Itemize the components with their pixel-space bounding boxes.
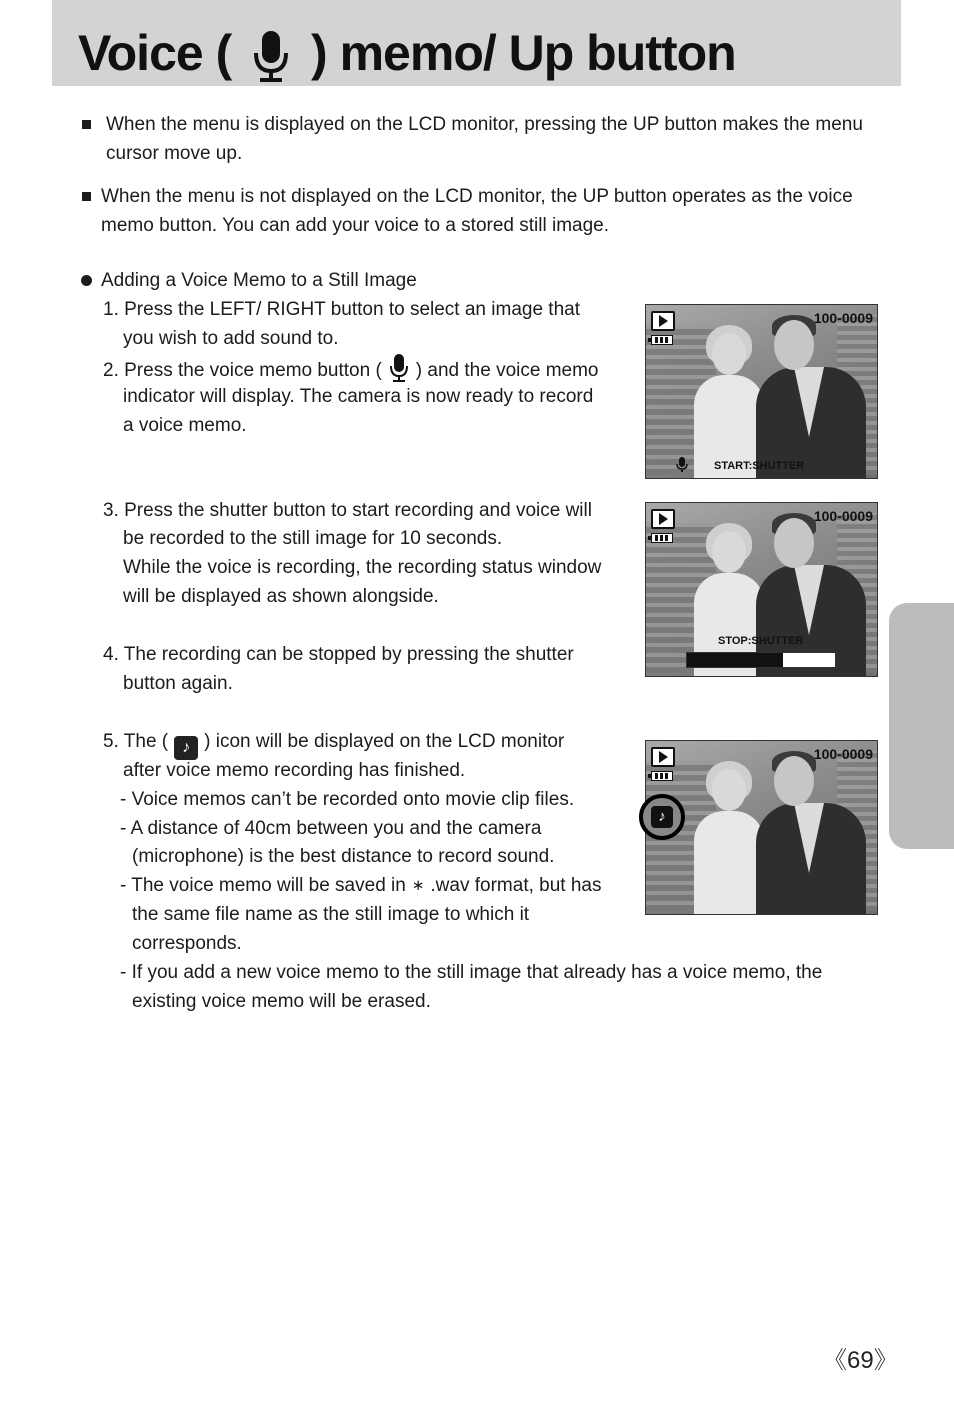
battery-icon (651, 533, 673, 543)
step1-line2: you wish to add sound to. (123, 328, 339, 349)
file-number: 100-0009 (813, 746, 873, 762)
voice-memo-circle (639, 794, 685, 840)
step4-line2: button again. (123, 673, 233, 694)
voice-memo-note-icon: ♪ (651, 806, 673, 828)
step2-line3: a voice memo. (123, 415, 247, 436)
step5-text-b: ) icon will be displayed on the LCD monitor (204, 731, 565, 752)
file-number: 100-0009 (813, 310, 873, 326)
step3-line4: will be displayed as shown alongside. (123, 586, 439, 607)
note3-text-b: .wav format, but has (430, 875, 602, 896)
battery-icon (651, 335, 673, 345)
recording-progress-fill (687, 653, 783, 667)
note2-line1: - A distance of 40cm between you and the camera (120, 818, 542, 839)
photo-bride (712, 333, 746, 375)
recording-progress-bar (686, 652, 836, 668)
file-number: 100-0009 (813, 508, 873, 524)
section-heading: Adding a Voice Memo to a Still Image (101, 270, 417, 291)
intro-1-line1: When the menu is displayed on the LCD monitor, pressing the UP button makes the menu (106, 114, 863, 135)
battery-icon (651, 771, 673, 781)
step1-line1: 1. Press the LEFT/ RIGHT button to select an image that (103, 299, 580, 320)
square-bullet-icon (82, 192, 91, 201)
photo-groom (774, 756, 814, 806)
note3-text-a: - The voice memo will be saved in (120, 875, 406, 896)
note3-line2: the same file name as the still image to which it (132, 904, 530, 925)
step5-text-a: 5. The ( (103, 731, 169, 752)
voice-memo-note-icon: ♪ (174, 736, 198, 760)
intro-2-line2: memo button. You can add your voice to a stored still image. (101, 215, 610, 236)
page-title (78, 22, 736, 85)
title-after: ) memo/ Up button (311, 25, 736, 81)
photo-bride (694, 811, 764, 915)
photo-bride (712, 769, 746, 811)
lcd-screen-recording (645, 502, 878, 677)
title-before: Voice ( (78, 25, 232, 81)
play-mode-icon (651, 509, 675, 529)
note2-line2: (microphone) is the best distance to record sound. (132, 846, 555, 867)
stop-shutter-label: STOP:SHUTTER (718, 635, 804, 647)
microphone-icon (388, 353, 410, 383)
note4-line1: - If you add a new voice memo to the still image that already has a voice memo, the (120, 962, 823, 983)
step5-line2: after voice memo recording has finished. (123, 760, 466, 781)
lcd-screen-start (645, 304, 878, 479)
note4-line2: existing voice memo will be erased. (132, 991, 431, 1012)
step2-text-b: ) and the voice memo (415, 360, 599, 381)
photo-groom (774, 518, 814, 568)
start-shutter-label: START:SHUTTER (714, 460, 805, 472)
play-mode-icon (651, 311, 675, 331)
voice-memo-indicator (639, 794, 685, 840)
microphone-icon (676, 457, 688, 473)
round-bullet-icon (81, 275, 92, 286)
step3-line3: While the voice is recording, the recording status window (123, 557, 602, 578)
play-mode-icon (651, 747, 675, 767)
note3-line1 (120, 871, 601, 900)
step2-line1 (103, 353, 599, 385)
intro-2-line1: When the menu is not displayed on the LCD monitor, the UP button operates as the voice (101, 186, 853, 207)
asterisk-icon: ∗ (411, 877, 425, 894)
step3-line1: 3. Press the shutter button to start recording and voice will (103, 500, 592, 521)
microphone-icon (248, 29, 294, 85)
square-bullet-icon (82, 120, 91, 129)
step2-text-a: 2. Press the voice memo button ( (103, 360, 382, 381)
photo-bride (712, 531, 746, 573)
side-tab (889, 603, 954, 849)
intro-1-line2: cursor move up. (106, 143, 243, 164)
step3-line2: be recorded to the still image for 10 seconds. (123, 528, 503, 549)
step2-line2: indicator will display. The camera is now ready to record (123, 386, 594, 407)
photo-groom (774, 320, 814, 370)
step4-line1: 4. The recording can be stopped by pressing the shutter (103, 644, 574, 665)
note3-line3: corresponds. (132, 933, 242, 954)
page-number: 《69》 (823, 1347, 898, 1374)
note1: - Voice memos can’t be recorded onto movie clip files. (120, 789, 575, 810)
